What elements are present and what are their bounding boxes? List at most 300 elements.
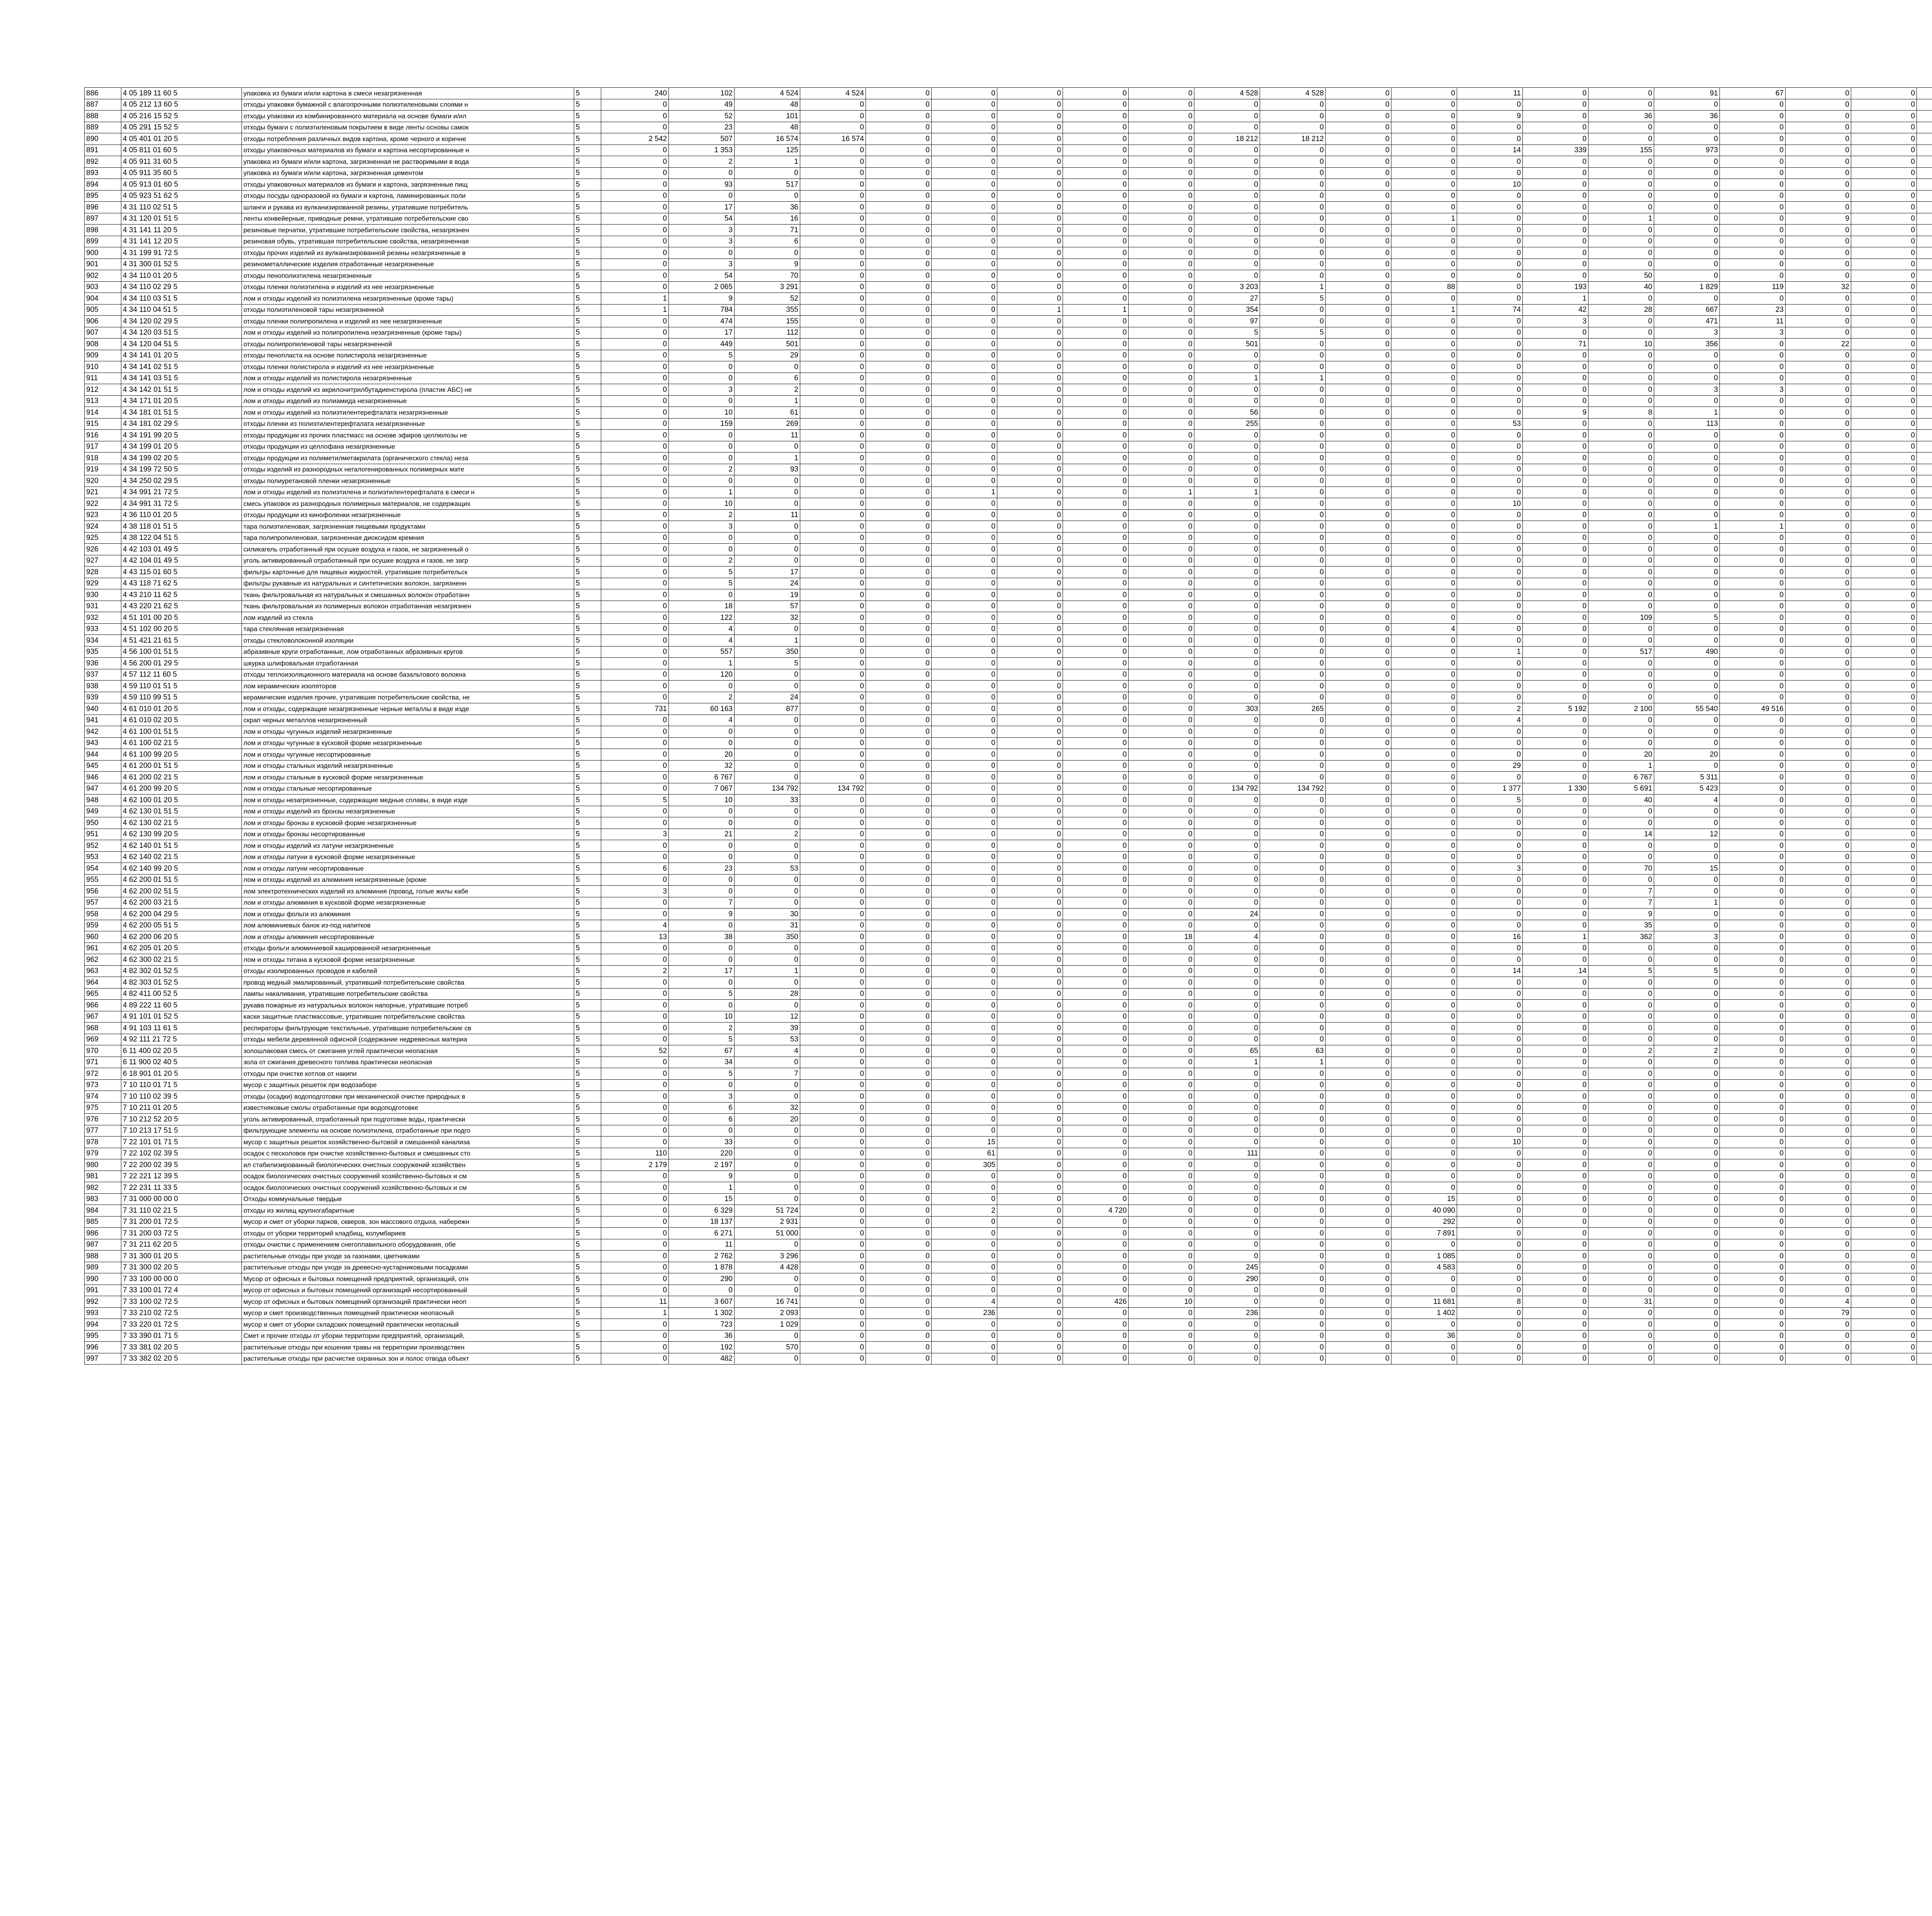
fkko-code-cell: 4 34 199 72 50 5 (121, 464, 242, 475)
value-cell: 0 (1194, 1102, 1260, 1114)
hazard-class-cell: 5 (574, 202, 601, 213)
value-cell: 0 (1851, 1319, 1917, 1331)
fkko-code-cell: 4 91 101 01 52 5 (121, 1011, 242, 1023)
value-cell (1917, 167, 1932, 179)
value-cell: 3 291 (735, 281, 800, 293)
value-cell: 0 (1786, 1125, 1851, 1137)
value-cell: 0 (1523, 1330, 1588, 1342)
table-row (85, 487, 1932, 498)
value-cell: 0 (1654, 1034, 1720, 1045)
value-cell: 0 (1063, 909, 1129, 920)
value-cell: 0 (1654, 1125, 1720, 1137)
waste-name-cell: отходы пленки из полиэтилентерефталата незагрязненные (242, 418, 574, 430)
value-cell: 0 (1523, 851, 1588, 863)
value-cell: 0 (1588, 874, 1654, 886)
table-row (85, 589, 1932, 601)
value-cell: 0 (932, 760, 997, 772)
waste-name-cell: лом изделий из стекла (242, 612, 574, 624)
value-cell: 0 (1194, 225, 1260, 236)
value-cell: 0 (1260, 635, 1326, 647)
value-cell: 0 (1457, 395, 1523, 407)
value-cell: 0 (1063, 133, 1129, 145)
value-cell: 0 (800, 316, 866, 327)
value-cell: 0 (932, 145, 997, 156)
value-cell (1917, 1330, 1932, 1342)
value-cell: 0 (1326, 1034, 1391, 1045)
value-cell: 0 (1457, 247, 1523, 259)
value-cell: 15 (1654, 863, 1720, 875)
value-cell: 0 (601, 122, 669, 133)
value-cell: 0 (1129, 658, 1194, 669)
value-cell: 0 (1654, 1148, 1720, 1159)
value-cell: 3 (1720, 327, 1786, 339)
value-cell: 16 574 (800, 133, 866, 145)
value-cell: 31 (735, 920, 800, 931)
value-cell: 0 (1063, 145, 1129, 156)
value-cell: 0 (866, 669, 932, 681)
value-cell: 0 (1786, 327, 1851, 339)
value-cell (1917, 190, 1932, 202)
value-cell: 0 (601, 1137, 669, 1148)
value-cell: 0 (1720, 623, 1786, 635)
value-cell: 20 (1654, 749, 1720, 761)
value-cell: 0 (1194, 817, 1260, 829)
value-cell: 0 (1260, 1216, 1326, 1228)
value-cell: 0 (1654, 1307, 1720, 1319)
value-cell: 0 (1063, 646, 1129, 658)
value-cell: 0 (1457, 1239, 1523, 1251)
row-number-cell: 924 (85, 521, 121, 533)
value-cell: 93 (735, 464, 800, 475)
value-cell: 0 (800, 988, 866, 1000)
waste-name-cell: отходы изделий из разнородных негалогенированных полимерных мате (242, 464, 574, 475)
value-cell: 0 (1851, 259, 1917, 270)
value-cell: 0 (1391, 179, 1457, 191)
value-cell: 0 (601, 1342, 669, 1353)
value-cell: 0 (997, 817, 1063, 829)
value-cell: 0 (800, 931, 866, 943)
value-cell: 0 (1851, 430, 1917, 441)
value-cell: 0 (1129, 453, 1194, 464)
value-cell: 0 (997, 293, 1063, 305)
value-cell: 0 (866, 521, 932, 533)
value-cell: 0 (997, 646, 1063, 658)
hazard-class-cell: 5 (574, 544, 601, 555)
value-cell: 0 (1786, 897, 1851, 909)
value-cell: 0 (932, 99, 997, 111)
value-cell: 0 (997, 1319, 1063, 1331)
value-cell: 0 (735, 1273, 800, 1285)
value-cell: 0 (997, 1285, 1063, 1296)
hazard-class-cell: 5 (574, 339, 601, 350)
value-cell: 0 (1851, 487, 1917, 498)
value-cell: 0 (1588, 122, 1654, 133)
value-cell: 0 (1786, 1216, 1851, 1228)
waste-name-cell: растительные отходы при кошении травы на территории производствен (242, 1342, 574, 1353)
value-cell: 0 (1129, 475, 1194, 487)
hazard-class-cell: 5 (574, 453, 601, 464)
hazard-class-cell: 5 (574, 225, 601, 236)
row-number-cell: 925 (85, 532, 121, 544)
value-cell: 0 (1457, 361, 1523, 373)
fkko-code-cell: 7 31 000 00 00 0 (121, 1193, 242, 1205)
value-cell: 354 (1194, 304, 1260, 316)
value-cell: 0 (1523, 817, 1588, 829)
value-cell: 0 (1457, 658, 1523, 669)
value-cell: 0 (601, 1228, 669, 1239)
value-cell: 12 (735, 1011, 800, 1023)
value-cell: 0 (1260, 977, 1326, 989)
value-cell: 0 (1588, 190, 1654, 202)
value-cell: 0 (1063, 669, 1129, 681)
value-cell: 0 (1523, 1057, 1588, 1068)
value-cell: 0 (1720, 236, 1786, 247)
value-cell: 0 (1260, 407, 1326, 419)
value-cell: 0 (1260, 202, 1326, 213)
value-cell: 0 (1063, 281, 1129, 293)
value-cell (1917, 772, 1932, 783)
value-cell: 0 (1786, 1000, 1851, 1011)
value-cell: 0 (1326, 1068, 1391, 1080)
value-cell: 0 (1326, 361, 1391, 373)
value-cell: 0 (932, 259, 997, 270)
value-cell: 0 (800, 145, 866, 156)
value-cell: 0 (1063, 1068, 1129, 1080)
value-cell: 0 (1851, 225, 1917, 236)
value-cell: 4 (1194, 931, 1260, 943)
value-cell: 5 (669, 567, 735, 578)
table-row (85, 99, 1932, 111)
value-cell: 0 (669, 167, 735, 179)
value-cell: 0 (932, 156, 997, 168)
value-cell: 0 (1786, 1079, 1851, 1091)
value-cell: 0 (601, 544, 669, 555)
value-cell: 0 (1523, 1251, 1588, 1262)
value-cell: 0 (1786, 99, 1851, 111)
waste-name-cell: отходы теплоизоляционного материала на основе базальтового волокна (242, 669, 574, 681)
value-cell: 0 (1326, 441, 1391, 453)
value-cell: 0 (1720, 1159, 1786, 1171)
row-number-cell: 913 (85, 395, 121, 407)
value-cell: 0 (1523, 1296, 1588, 1308)
value-cell: 0 (1063, 1159, 1129, 1171)
value-cell: 0 (1457, 1057, 1523, 1068)
value-cell: 0 (800, 829, 866, 840)
value-cell: 0 (1326, 111, 1391, 122)
value-cell: 0 (1523, 795, 1588, 806)
fkko-code-cell: 4 05 212 13 60 5 (121, 99, 242, 111)
value-cell: 38 (669, 931, 735, 943)
value-cell: 0 (1851, 909, 1917, 920)
table-row (85, 327, 1932, 339)
value-cell: 0 (1260, 886, 1326, 897)
value-cell: 0 (1588, 167, 1654, 179)
hazard-class-cell: 5 (574, 1251, 601, 1262)
value-cell: 24 (735, 578, 800, 589)
value-cell: 0 (997, 681, 1063, 692)
value-cell: 3 (669, 521, 735, 533)
row-number-cell: 949 (85, 806, 121, 817)
value-cell: 0 (1129, 703, 1194, 715)
value-cell: 0 (1194, 395, 1260, 407)
value-cell: 0 (669, 395, 735, 407)
value-cell: 0 (735, 555, 800, 567)
value-cell: 0 (997, 1205, 1063, 1217)
value-cell: 0 (1851, 1330, 1917, 1342)
value-cell: 0 (601, 281, 669, 293)
value-cell: 0 (1588, 1068, 1654, 1080)
value-cell: 0 (1720, 1296, 1786, 1308)
value-cell: 0 (1720, 909, 1786, 920)
value-cell: 0 (1786, 795, 1851, 806)
row-number-cell: 910 (85, 361, 121, 373)
value-cell: 0 (1457, 612, 1523, 624)
value-cell: 0 (1194, 1228, 1260, 1239)
value-cell: 0 (1260, 920, 1326, 931)
value-cell: 0 (1786, 965, 1851, 977)
value-cell: 0 (1851, 578, 1917, 589)
value-cell: 0 (601, 350, 669, 361)
value-cell: 0 (1129, 270, 1194, 282)
value-cell: 0 (1129, 339, 1194, 350)
waste-name-cell: каски защитные пластмассовые, утратившие потребительские свойства (242, 1011, 574, 1023)
value-cell: 0 (1260, 863, 1326, 875)
value-cell: 0 (932, 555, 997, 567)
row-number-cell: 935 (85, 646, 121, 658)
table-row (85, 760, 1932, 772)
value-cell (1917, 1239, 1932, 1251)
value-cell: 7 891 (1391, 1228, 1457, 1239)
value-cell: 0 (1260, 840, 1326, 852)
value-cell: 0 (1326, 430, 1391, 441)
value-cell: 0 (1063, 1114, 1129, 1125)
waste-name-cell: отходы пенополиэтилена незагрязненные (242, 270, 574, 282)
value-cell: 0 (1786, 623, 1851, 635)
row-number-cell: 950 (85, 817, 121, 829)
value-cell: 0 (1129, 954, 1194, 966)
value-cell: 0 (1588, 202, 1654, 213)
value-cell: 0 (866, 202, 932, 213)
hazard-class-cell: 5 (574, 475, 601, 487)
value-cell: 0 (1260, 1193, 1326, 1205)
value-cell: 0 (1851, 441, 1917, 453)
hazard-class-cell: 5 (574, 943, 601, 954)
value-cell: 5 (669, 988, 735, 1000)
value-cell: 1 (1391, 213, 1457, 225)
value-cell: 0 (1851, 1182, 1917, 1194)
value-cell: 0 (1786, 1034, 1851, 1045)
value-cell: 0 (601, 384, 669, 396)
value-cell: 0 (735, 817, 800, 829)
table-row (85, 1182, 1932, 1194)
value-cell: 0 (1523, 1023, 1588, 1034)
hazard-class-cell: 5 (574, 623, 601, 635)
value-cell: 0 (1129, 1342, 1194, 1353)
value-cell: 0 (1851, 407, 1917, 419)
table-row (85, 111, 1932, 122)
value-cell: 0 (1063, 1262, 1129, 1273)
value-cell: 0 (1720, 270, 1786, 282)
value-cell: 0 (1457, 544, 1523, 555)
table-row (85, 965, 1932, 977)
value-cell: 0 (669, 886, 735, 897)
value-cell: 0 (932, 213, 997, 225)
value-cell: 0 (1194, 441, 1260, 453)
value-cell: 2 (669, 464, 735, 475)
value-cell: 0 (1720, 897, 1786, 909)
value-cell: 0 (1129, 1114, 1194, 1125)
table-row (85, 658, 1932, 669)
value-cell: 0 (932, 817, 997, 829)
value-cell: 36 (735, 202, 800, 213)
waste-name-cell: отходы посуды одноразовой из бумаги и картона, ламинированных поли (242, 190, 574, 202)
value-cell: 0 (1523, 247, 1588, 259)
fkko-code-cell: 4 57 112 11 60 5 (121, 669, 242, 681)
value-cell (1917, 1273, 1932, 1285)
value-cell: 3 (1654, 327, 1720, 339)
hazard-class-cell: 5 (574, 931, 601, 943)
value-cell: 79 (1786, 1307, 1851, 1319)
fkko-code-cell: 7 33 220 01 72 5 (121, 1319, 242, 1331)
value-cell: 2 (1654, 1045, 1720, 1057)
value-cell: 3 (1654, 931, 1720, 943)
value-cell: 0 (1129, 623, 1194, 635)
fkko-code-cell: 4 43 115 01 60 5 (121, 567, 242, 578)
value-cell: 0 (1260, 669, 1326, 681)
fkko-code-cell: 4 05 923 51 62 5 (121, 190, 242, 202)
value-cell (1917, 111, 1932, 122)
value-cell: 0 (1851, 1011, 1917, 1023)
value-cell: 0 (997, 1228, 1063, 1239)
value-cell: 0 (1457, 851, 1523, 863)
value-cell: 0 (866, 167, 932, 179)
value-cell: 1 (601, 293, 669, 305)
value-cell (1917, 133, 1932, 145)
fkko-code-cell: 4 31 199 91 72 5 (121, 247, 242, 259)
value-cell: 0 (1851, 601, 1917, 612)
value-cell: 0 (1326, 1307, 1391, 1319)
value-cell: 32 (1786, 281, 1851, 293)
row-number-cell: 982 (85, 1182, 121, 1194)
waste-name-cell: лом и отходы латуни несортированные (242, 863, 574, 875)
value-cell: 0 (1457, 1102, 1523, 1114)
value-cell: 0 (997, 225, 1063, 236)
value-cell: 2 (1457, 703, 1523, 715)
value-cell: 0 (1523, 1045, 1588, 1057)
value-cell: 0 (1129, 1091, 1194, 1103)
value-cell: 0 (1391, 1034, 1457, 1045)
value-cell: 0 (1588, 1228, 1654, 1239)
value-cell: 0 (1063, 498, 1129, 510)
value-cell: 0 (1654, 395, 1720, 407)
value-cell (1917, 567, 1932, 578)
waste-name-cell: респираторы фильтрующие текстильные, утратившие потребительские св (242, 1023, 574, 1034)
value-cell: 0 (1063, 692, 1129, 703)
value-cell: 0 (1588, 259, 1654, 270)
value-cell: 2 065 (669, 281, 735, 293)
value-cell: 0 (1851, 247, 1917, 259)
value-cell: 0 (800, 1011, 866, 1023)
value-cell: 0 (601, 760, 669, 772)
table-row (85, 1342, 1932, 1353)
value-cell: 0 (1391, 339, 1457, 350)
waste-name-cell: лом и отходы изделий из полипропилена незагрязненные (кроме тары) (242, 327, 574, 339)
value-cell: 0 (1326, 327, 1391, 339)
value-cell: 0 (800, 1000, 866, 1011)
value-cell: 0 (1391, 167, 1457, 179)
value-cell: 0 (1063, 202, 1129, 213)
value-cell: 134 792 (1260, 783, 1326, 795)
value-cell: 10 (1457, 179, 1523, 191)
value-cell: 0 (1129, 1045, 1194, 1057)
row-number-cell: 983 (85, 1193, 121, 1205)
fkko-code-cell: 4 43 220 21 62 5 (121, 601, 242, 612)
hazard-class-cell: 5 (574, 1182, 601, 1194)
value-cell (1917, 1182, 1932, 1194)
fkko-code-cell: 7 31 300 02 20 5 (121, 1262, 242, 1273)
value-cell: 0 (1720, 259, 1786, 270)
hazard-class-cell: 5 (574, 145, 601, 156)
value-cell: 0 (601, 1000, 669, 1011)
fkko-code-cell: 4 34 110 01 20 5 (121, 270, 242, 282)
row-number-cell: 955 (85, 874, 121, 886)
row-number-cell: 938 (85, 681, 121, 692)
hazard-class-cell: 5 (574, 920, 601, 931)
value-cell: 0 (1654, 270, 1720, 282)
value-cell: 0 (1523, 623, 1588, 635)
value-cell: 0 (1786, 453, 1851, 464)
value-cell: 0 (1654, 726, 1720, 738)
value-cell: 0 (1129, 88, 1194, 99)
value-cell: 0 (669, 589, 735, 601)
hazard-class-cell: 5 (574, 749, 601, 761)
value-cell: 0 (1720, 407, 1786, 419)
hazard-class-cell: 5 (574, 1159, 601, 1171)
value-cell: 0 (1391, 1239, 1457, 1251)
value-cell: 0 (1654, 623, 1720, 635)
value-cell: 0 (997, 88, 1063, 99)
value-cell: 4 (1457, 715, 1523, 726)
value-cell: 0 (1260, 259, 1326, 270)
value-cell (1917, 487, 1932, 498)
value-cell: 0 (735, 475, 800, 487)
value-cell: 0 (1588, 1205, 1654, 1217)
value-cell: 0 (932, 988, 997, 1000)
value-cell: 125 (735, 145, 800, 156)
hazard-class-cell: 5 (574, 1216, 601, 1228)
value-cell: 0 (1326, 145, 1391, 156)
value-cell: 0 (1129, 247, 1194, 259)
value-cell: 0 (997, 749, 1063, 761)
value-cell: 0 (866, 737, 932, 749)
value-cell: 0 (800, 99, 866, 111)
value-cell: 0 (1457, 1045, 1523, 1057)
value-cell: 102 (669, 88, 735, 99)
value-cell: 0 (1326, 259, 1391, 270)
value-cell: 0 (735, 1000, 800, 1011)
hazard-class-cell: 5 (574, 1137, 601, 1148)
value-cell: 0 (1654, 681, 1720, 692)
value-cell: 0 (1720, 977, 1786, 989)
value-cell: 0 (1326, 384, 1391, 396)
value-cell: 0 (1260, 190, 1326, 202)
hazard-class-cell: 5 (574, 247, 601, 259)
value-cell: 482 (669, 1353, 735, 1365)
value-cell: 0 (1391, 555, 1457, 567)
value-cell: 0 (1786, 179, 1851, 191)
hazard-class-cell: 5 (574, 1045, 601, 1057)
value-cell: 0 (1786, 1023, 1851, 1034)
